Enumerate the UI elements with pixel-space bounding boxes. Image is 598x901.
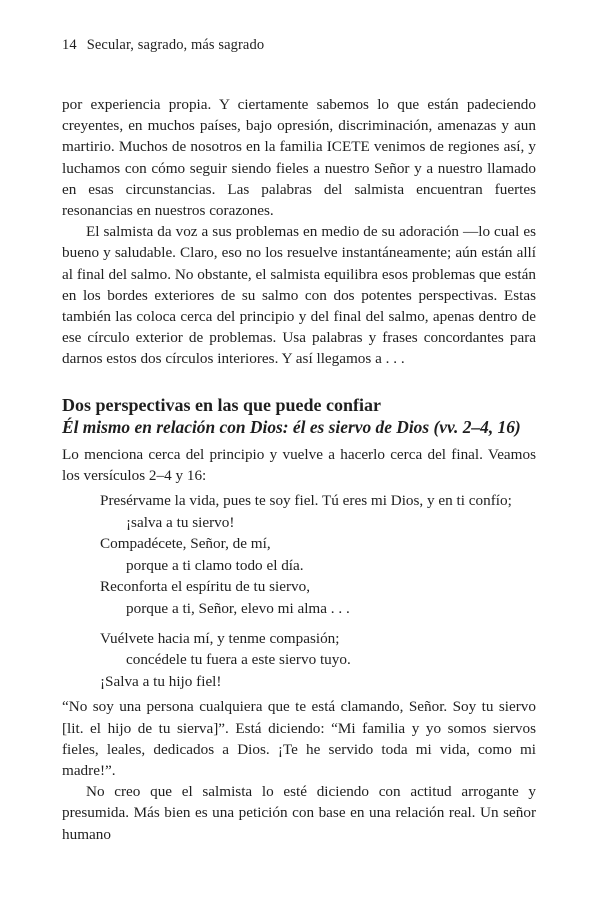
verse-line: Reconforta el espíritu de tu siervo, [100, 578, 311, 596]
psalm-quotation [100, 490, 536, 692]
running-title: Secular, sagrado, más sagrado [86, 37, 265, 53]
verse-stanza [100, 628, 536, 693]
verse-stanza [100, 490, 536, 620]
verse-line: Compadécete, Señor, de mí, [100, 535, 271, 553]
body-paragraph: El salmista da voz a sus problemas en medio de su adoración —lo cual es bueno y saludable. Claro, eso no los resuelve instantáneamente; aún están allí al final del salmo. No obstante, el salmista equilibra esos problemas que están en los bordes exteriores de su salmo con dos potentes perspectivas. Estas también las coloca cerca del principio y del final del salmo, apenas dentro de ese círculo exterior de problemas. Usa palabras y frases concordantes para darnos estos dos círculos interiores. Y así llegamos a . . . [62, 223, 536, 368]
body-paragraph: Lo menciona cerca del principio y vuelve a hacerlo cerca del final. Veamos los versículos 2–4 y 16: [62, 445, 536, 484]
verse-line: porque a ti clamo todo el día. [126, 556, 304, 574]
page-body [62, 94, 536, 845]
verse-line: ¡salva a tu siervo! [126, 513, 235, 531]
verse-line: concédele tu fuera a este siervo tuyo. [126, 651, 351, 669]
body-paragraph: por experiencia propia. Y ciertamente sabemos lo que están padeciendo creyentes, en muchos países, bajo opresión, discriminación, amenazas y aun martirio. Muchos de nosotros en la familia ICETE venimos de regiones así, y luchamos con cómo seguir siendo fieles a nuestro Señor y a nuestro llamado en esas circunstancias. Las palabras del salmista encuentran fuertes resonancias en nuestros corazones. [62, 96, 536, 220]
running-header [62, 37, 264, 54]
body-paragraph: No creo que el salmista lo esté diciendo con actitud arrogante y presumida. Más bien es una petición con base en una relación real. Un señor humano [62, 783, 536, 843]
verse-line: Vuélvete hacia mí, y tenme compasión; [100, 629, 340, 647]
section-heading: Dos perspectivas en las que puede confiar [62, 394, 381, 415]
body-paragraph: “No soy una persona cualquiera que te está clamando, Señor. Soy tu siervo [lit. el hijo de tu sierva]”. Está diciendo: “Mi familia y yo somos siervos fieles, leales, dedicados a Dios. ¡Te he servido toda mi vida, como mi madre!”. [62, 698, 536, 779]
page-number: 14 [62, 37, 77, 53]
verse-line: porque a ti, Señor, elevo mi alma . . . [126, 600, 350, 618]
verse-line: Presérvame la vida, pues te soy fiel. Tú eres mi Dios, y en ti confío; [100, 492, 512, 510]
verse-line: ¡Salva a tu hijo fiel! [100, 672, 222, 690]
section-subheading: Él mismo en relación con Dios: él es siervo de Dios (vv. 2–4, 16) [62, 416, 521, 437]
